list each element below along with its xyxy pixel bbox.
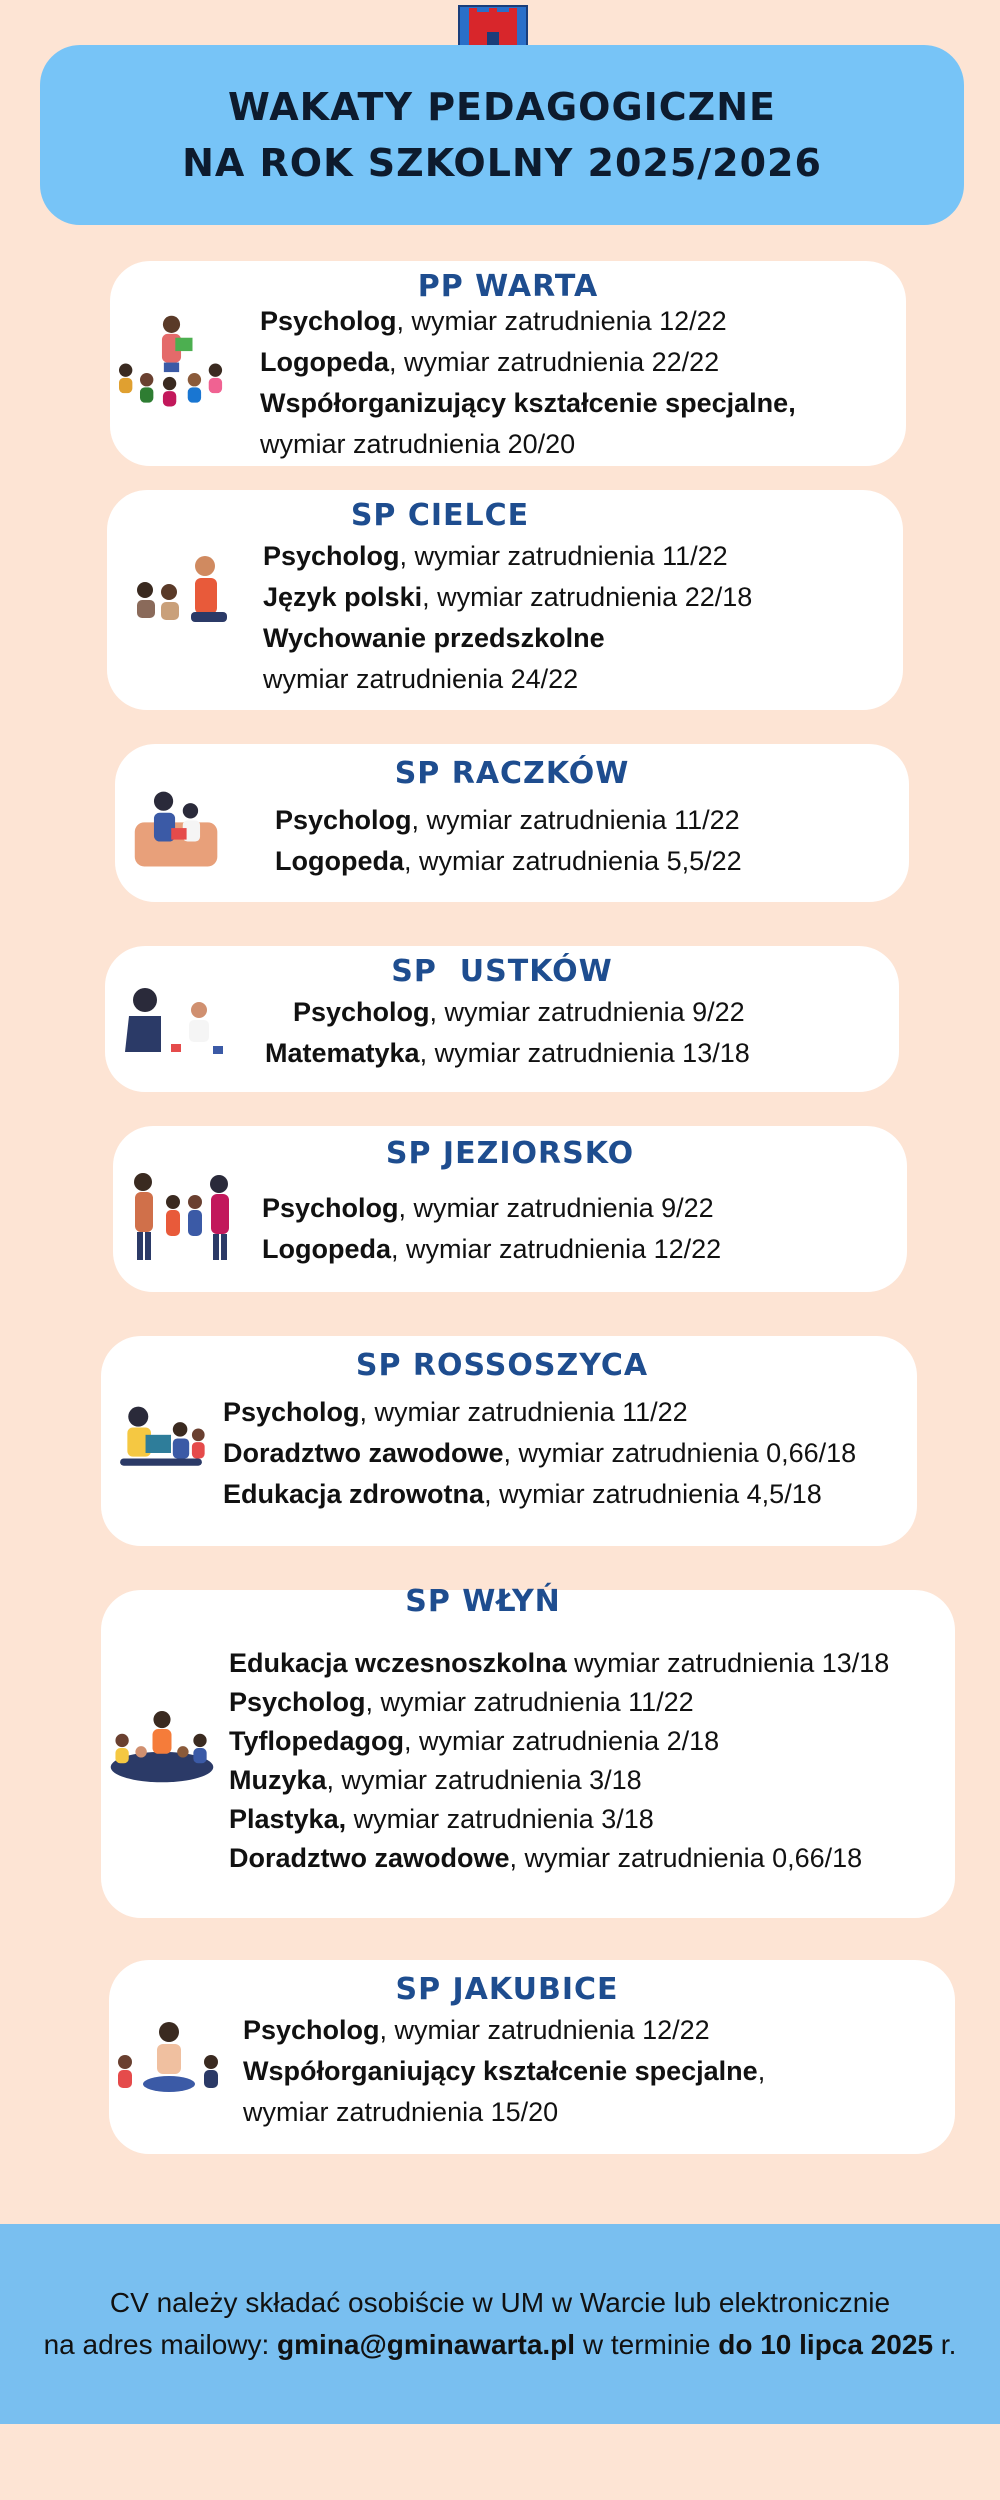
job-line	[223, 1474, 856, 1515]
job-line	[281, 992, 750, 1033]
job-line	[229, 1839, 889, 1878]
footer-line1: CV należy składać osobiście w UM w Warcie lub elektronicznie	[109, 2287, 891, 2318]
job-line	[260, 424, 796, 465]
job-title: Edukacja zdrowotna	[223, 1479, 485, 1509]
job-title: Psycholog	[293, 997, 430, 1027]
card-lines	[262, 1188, 721, 1270]
job-title: Doradztwo zawodowe	[229, 1843, 510, 1873]
footer-mid: w terminie	[575, 2329, 719, 2360]
job-line	[275, 841, 742, 882]
job-title: Współorganizujący kształcenie specjalne,	[260, 388, 796, 418]
job-title: Wychowanie przedszkolne	[263, 623, 605, 653]
card-title: SP WŁYŃ	[405, 1584, 561, 1619]
card-sp-jakubice	[109, 1960, 955, 2154]
card-title: SP ROSSOSZYCA	[355, 1348, 649, 1383]
adult-with-children-sitting-illustration	[109, 2020, 229, 2110]
card-lines	[263, 536, 752, 700]
card-title: SP JEZIORSKO	[385, 1136, 635, 1171]
job-detail: , wymiar zatrudnienia 11/22	[411, 805, 740, 835]
card-title: PP WARTA	[417, 269, 599, 304]
card-title: SP RACZKÓW	[394, 756, 630, 791]
job-detail: , wymiar zatrudnienia 13/18	[419, 1038, 750, 1068]
job-title: Logopeda	[260, 347, 389, 377]
job-title: Psycholog	[262, 1193, 399, 1223]
job-line	[262, 1229, 721, 1270]
job-line	[260, 342, 796, 383]
job-line	[229, 1800, 889, 1839]
deadline: do 10 lipca 2025	[718, 2329, 934, 2360]
job-title: Logopeda	[262, 1234, 391, 1264]
job-detail: , wymiar zatrudnienia 22/22	[389, 347, 720, 377]
adult-playing-with-child-illustration	[121, 986, 231, 1066]
job-detail: wymiar zatrudnienia 3/18	[346, 1804, 654, 1834]
job-line	[263, 618, 752, 659]
reading-family-illustration	[129, 782, 225, 878]
header-banner	[40, 45, 964, 225]
card-lines	[229, 1644, 889, 1878]
card-lines	[223, 1392, 856, 1515]
job-title: Psycholog	[229, 1687, 366, 1717]
job-title: Psycholog	[263, 541, 400, 571]
job-line	[263, 536, 752, 577]
card-lines	[265, 992, 750, 1074]
job-detail: , wymiar zatrudnienia 12/22	[379, 2015, 710, 2045]
footer-line2	[44, 2324, 957, 2366]
card-sp-wlyn	[101, 1584, 955, 1918]
job-detail: , wymiar zatrudnienia 22/18	[422, 582, 753, 612]
job-line	[262, 1188, 721, 1229]
job-detail: wymiar zatrudnienia 13/18	[566, 1648, 890, 1678]
card-sp-jeziorsko	[113, 1126, 907, 1292]
job-title: Psycholog	[223, 1397, 360, 1427]
job-line	[243, 2092, 765, 2133]
job-title: Muzyka	[229, 1765, 327, 1795]
teacher-with-children-illustration	[114, 311, 229, 416]
footer-suffix: r.	[933, 2329, 957, 2360]
job-detail: wymiar zatrudnienia 20/20	[260, 429, 576, 459]
card-title: SP CIELCE	[350, 498, 530, 533]
job-title: Język polski	[263, 582, 423, 612]
job-line	[243, 2010, 765, 2051]
job-detail: wymiar zatrudnienia 24/22	[263, 664, 579, 694]
job-line	[243, 2051, 765, 2092]
card-lines	[260, 301, 796, 465]
job-detail: , wymiar zatrudnienia 2/18	[404, 1726, 720, 1756]
job-detail: , wymiar zatrudnienia 11/22	[399, 541, 728, 571]
card-title: SP USTKÓW	[391, 954, 613, 989]
card-sp-cielce	[107, 490, 903, 710]
job-line	[229, 1683, 889, 1722]
job-title: Psycholog	[243, 2015, 380, 2045]
circle-time-illustration	[105, 1706, 219, 1792]
job-line	[263, 577, 752, 618]
job-detail: , wymiar zatrudnienia 11/22	[365, 1687, 694, 1717]
card-sp-raczkow	[115, 744, 909, 902]
job-detail: , wymiar zatrudnienia 9/22	[398, 1193, 714, 1223]
card-sp-rossoszyca	[101, 1336, 917, 1546]
job-detail: , wymiar zatrudnienia 0,66/18	[503, 1438, 857, 1468]
job-detail: wymiar zatrudnienia 15/20	[243, 2097, 559, 2127]
job-detail: , wymiar zatrudnienia 12/22	[396, 306, 727, 336]
job-title: Matematyka	[265, 1038, 420, 1068]
job-line	[265, 1033, 750, 1074]
job-title: Psycholog	[275, 805, 412, 835]
card-lines	[275, 800, 742, 882]
job-detail: , wymiar zatrudnienia 5,5/22	[404, 846, 742, 876]
job-detail: , wymiar zatrudnienia 4,5/18	[484, 1479, 822, 1509]
footer-banner	[0, 2224, 1000, 2424]
job-detail: , wymiar zatrudnienia 11/22	[359, 1397, 688, 1427]
job-title: Doradztwo zawodowe	[223, 1438, 504, 1468]
job-line	[263, 659, 752, 700]
contact-email[interactable]: gmina@gminawarta.pl	[277, 2329, 576, 2360]
reading-together-illustration	[111, 1402, 211, 1484]
job-line	[223, 1433, 856, 1474]
job-detail: , wymiar zatrudnienia 9/22	[429, 997, 745, 1027]
job-detail: , wymiar zatrudnienia 3/18	[326, 1765, 642, 1795]
job-detail: , wymiar zatrudnienia 12/22	[391, 1234, 722, 1264]
job-title: Współorganiujący kształcenie specjalne	[243, 2056, 758, 2086]
card-lines	[243, 2010, 765, 2133]
card-title: SP JAKUBICE	[395, 1972, 619, 2007]
job-detail: , wymiar zatrudnienia 0,66/18	[509, 1843, 863, 1873]
job-title: Tyflopedagog	[229, 1726, 404, 1756]
job-line	[229, 1761, 889, 1800]
job-line	[260, 383, 796, 424]
job-title: Logopeda	[275, 846, 404, 876]
job-line	[260, 301, 796, 342]
job-line	[229, 1644, 889, 1683]
job-title: Plastyka,	[229, 1804, 347, 1834]
header-title-line2: NA ROK SZKOLNY 2025/2026	[182, 141, 822, 185]
job-detail: ,	[757, 2056, 766, 2086]
job-title: Edukacja wczesnoszkolna	[229, 1648, 567, 1678]
header-title-line1: WAKATY PEDAGOGICZNE	[228, 85, 776, 129]
job-title: Psycholog	[260, 306, 397, 336]
card-sp-ustkow	[105, 946, 899, 1092]
card-pp-warta	[110, 261, 906, 466]
footer-prefix: na adres mailowy:	[43, 2329, 278, 2360]
job-line	[229, 1722, 889, 1761]
family-group-illustration	[125, 1168, 235, 1268]
adult-with-kids-illustration	[125, 550, 235, 650]
job-line	[223, 1392, 856, 1433]
job-line	[275, 800, 742, 841]
